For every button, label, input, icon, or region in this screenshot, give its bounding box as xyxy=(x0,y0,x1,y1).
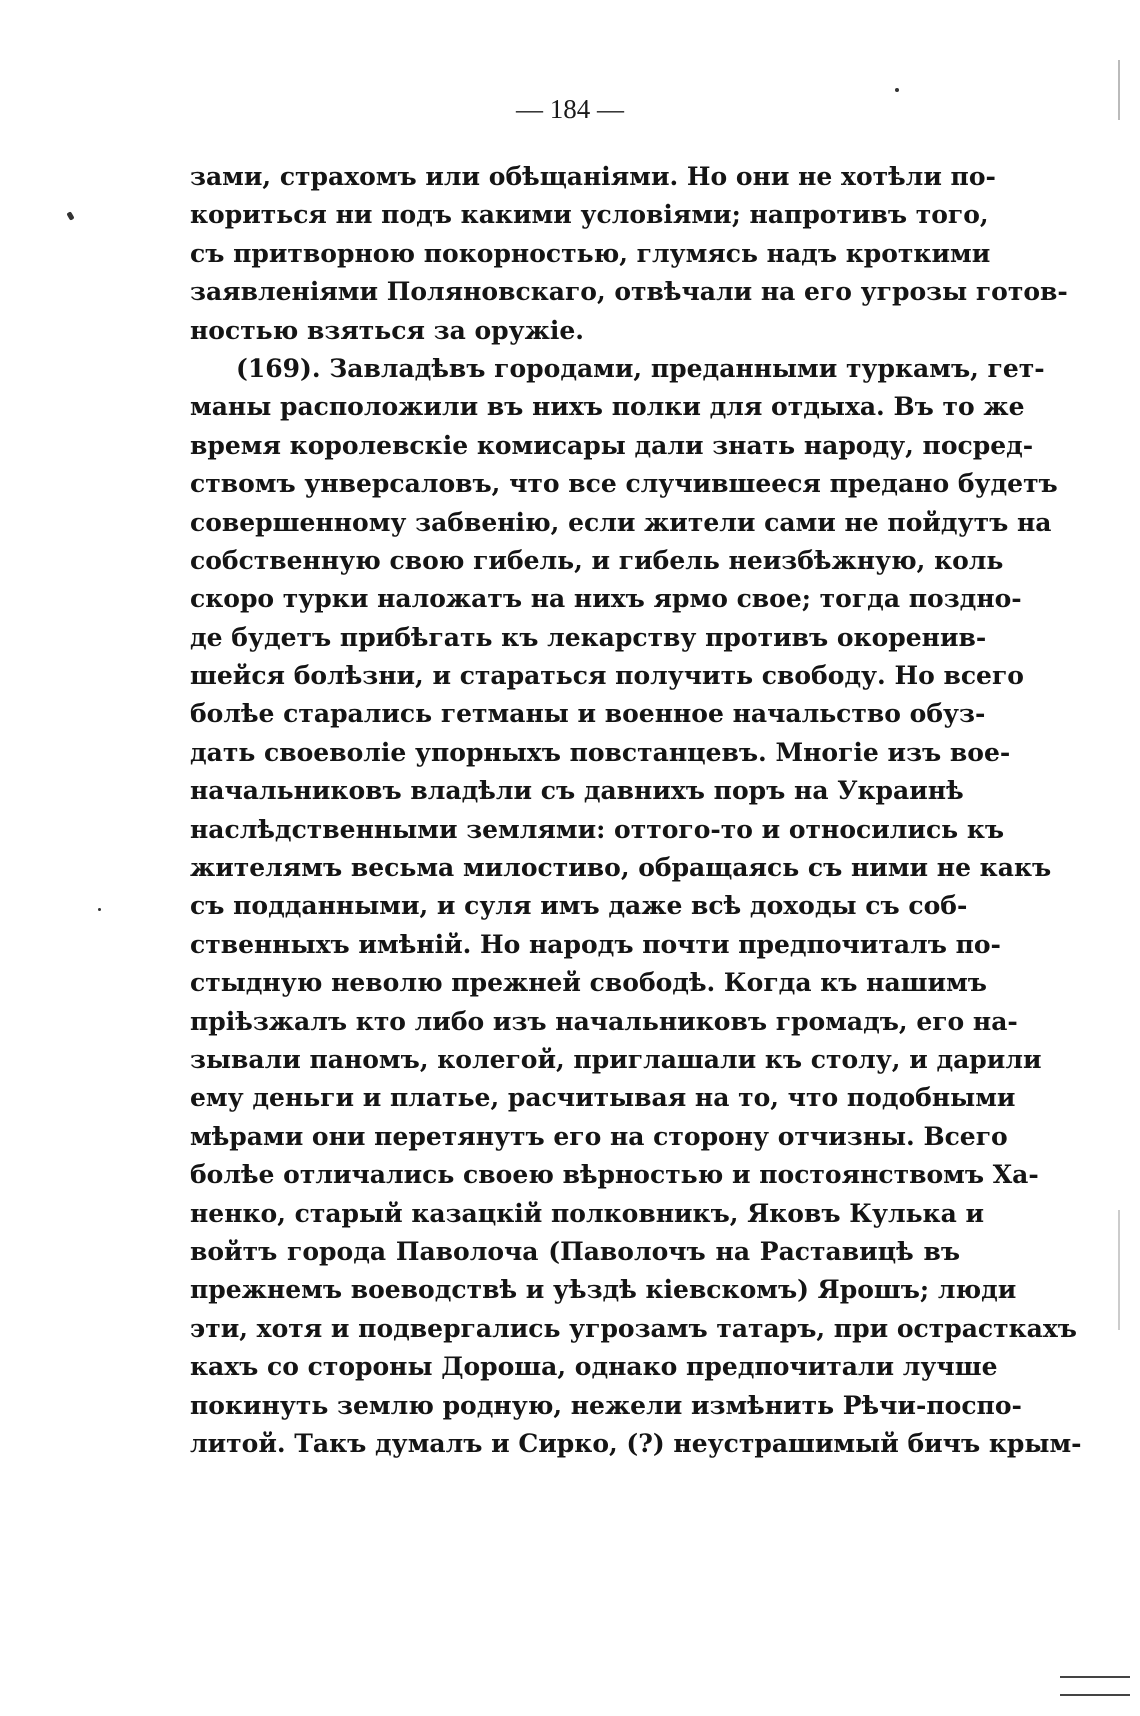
text-line: литой. Такъ думалъ и Сирко, (?) неустрашимый бичъ крым- xyxy=(190,1428,1082,1458)
text-line: ностью взяться за оружіе. xyxy=(190,315,585,345)
paragraph-start-line: (169). Завладѣвъ городами, преданными туркамъ, гет- xyxy=(236,353,1045,383)
text-line: наслѣдственными землями: оттого-то и относились къ xyxy=(190,814,1005,844)
body-text xyxy=(190,158,1082,1463)
text-line: стыдную неволю прежней свободѣ. Когда къ нашимъ xyxy=(190,968,987,998)
text-line: покинуть землю родную, нежели измѣнить Рѣчи-поспо- xyxy=(190,1390,1022,1420)
edge-rule xyxy=(1060,1676,1130,1678)
text-line: болѣе старались гетманы и военное начальство обуз- xyxy=(190,699,986,729)
text-line: мѣрами они перетянутъ его на сторону отчизны. Всего xyxy=(190,1121,1008,1151)
page-number: — 184 — xyxy=(516,94,624,124)
text-line: пріѣзжалъ кто либо изъ начальниковъ громадъ, его на- xyxy=(190,1006,1018,1036)
text-line: зывали паномъ, колегой, приглашали къ столу, и дарили xyxy=(190,1044,1042,1074)
text-line: эти, хотя и подвергались угрозамъ татаръ, при острасткахъ xyxy=(190,1313,1077,1343)
edge-rule xyxy=(1060,1694,1130,1696)
text-line: де будетъ прибѣгать къ лекарству противъ окоренив- xyxy=(190,622,987,652)
text-line: болѣе отличались своею вѣрностью и постоянствомъ Ха- xyxy=(190,1160,1039,1190)
text-line: кахъ со стороны Дороша, однако предпочитали лучше xyxy=(190,1352,998,1382)
text-line: войтъ города Паволоча (Паволочъ на Раставицѣ въ xyxy=(190,1236,960,1266)
text-line: съ притворною покорностью, глумясь надъ кроткими xyxy=(190,238,991,268)
text-line: жителямъ весьма милостиво, обращаясь съ ними не какъ xyxy=(190,853,1052,883)
text-line: ствомъ унверсаловъ, что все случившееся предано будетъ xyxy=(190,469,1058,499)
scan-edge-line xyxy=(1118,1210,1120,1330)
text-line: маны расположили въ нихъ полки для отдыха. Въ то же xyxy=(190,392,1025,422)
scan-edge-line xyxy=(1118,60,1120,120)
scan-speck xyxy=(895,88,899,92)
text-line: кориться ни подъ какими условіями; напротивъ того, xyxy=(190,200,989,230)
text-line: прежнемъ воеводствѣ и уѣздѣ кіевскомъ) Ярошъ; люди xyxy=(190,1275,1017,1305)
text-line: заявленіями Поляновскаго, отвѣчали на его угрозы готов- xyxy=(190,277,1068,307)
text-line: собственную свою гибель, и гибель неизбѣжную, коль xyxy=(190,545,1004,575)
text-line: ему деньги и платье, расчитывая на то, что подобными xyxy=(190,1083,1016,1113)
scan-speck xyxy=(66,211,74,220)
text-line: ственныхъ имѣній. Но народъ почти предпочиталъ по- xyxy=(190,929,1001,959)
text-line: съ подданными, и суля имъ даже всѣ доходы съ соб- xyxy=(190,891,968,921)
text-line: начальниковъ владѣли съ давнихъ поръ на Украинѣ xyxy=(190,776,964,806)
text-line: шейся болѣзни, и стараться получить свободу. Но всего xyxy=(190,661,1024,691)
text-line: дать своеволіе упорныхъ повстанцевъ. Многіе изъ вое- xyxy=(190,737,1011,767)
text-line: зами, страхомъ или обѣщаніями. Но они не хотѣли по- xyxy=(190,162,996,191)
text-line: совершенному забвенію, если жители сами не пойдутъ на xyxy=(190,507,1052,537)
scan-speck xyxy=(98,908,101,911)
text-line: время королевскіе комисары дали знать народу, посред- xyxy=(190,430,1034,460)
text-line: ненко, старый казацкій полковникъ, Яковъ Кулька и xyxy=(190,1198,985,1228)
text-line: скоро турки наложатъ на нихъ ярмо свое; тогда поздно- xyxy=(190,584,1022,614)
